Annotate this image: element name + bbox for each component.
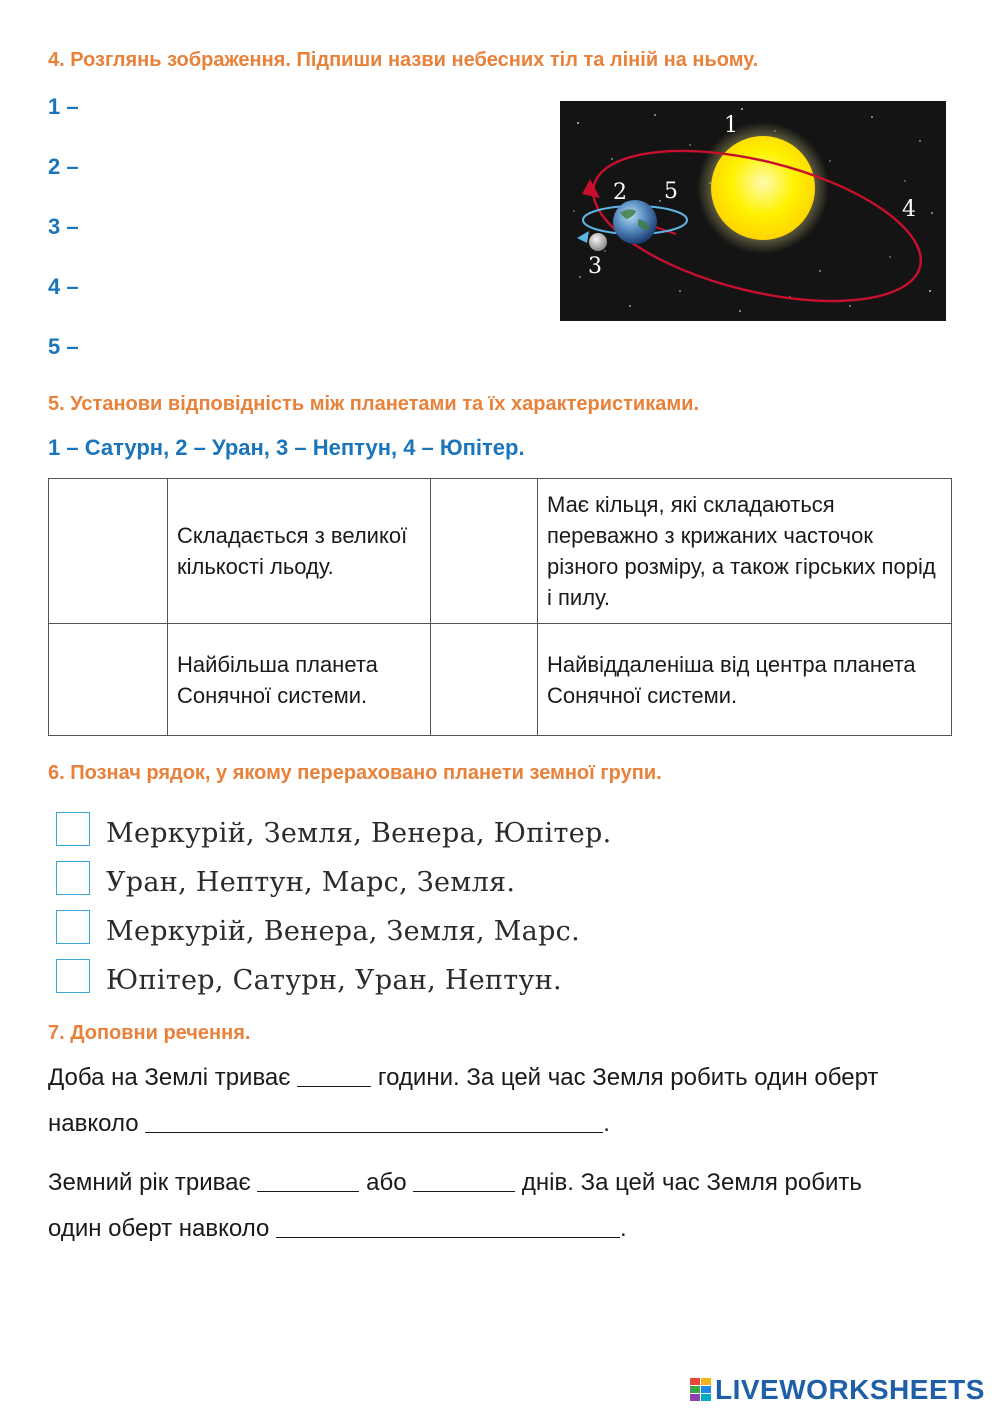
sentence-2-line-2 xyxy=(48,1215,627,1243)
answer-cell-input-3[interactable] xyxy=(49,666,171,694)
sentence-text: Доба на Землі триває xyxy=(48,1064,291,1091)
option-text-3: Меркурій, Венера, Земля, Марс. xyxy=(106,915,580,947)
characteristic-text-3: Найбільша планета Сонячної системи. xyxy=(177,651,378,708)
blank-axis-input[interactable] xyxy=(145,1115,603,1137)
answer-label-5: 5 – xyxy=(48,334,79,359)
sentence-text: або xyxy=(366,1169,407,1196)
answer-cell[interactable] xyxy=(431,479,538,624)
characteristic-cell xyxy=(168,479,431,624)
sentence-2-line-1 xyxy=(48,1169,862,1197)
blank-sun[interactable] xyxy=(276,1215,620,1238)
matching-table xyxy=(48,478,952,736)
characteristic-cell xyxy=(168,624,431,736)
liveworksheets-logo[interactable] xyxy=(690,1374,985,1406)
answer-cell-input-2[interactable] xyxy=(431,538,541,566)
characteristic-cell xyxy=(538,479,952,624)
answer-input-5[interactable] xyxy=(92,332,516,364)
blank-days-2[interactable] xyxy=(413,1169,515,1192)
option-text-4: Юпітер, Сатурн, Уран, Нептун. xyxy=(106,964,562,996)
logo-text: LIVEWORKSHEETS xyxy=(715,1374,985,1405)
figure-label-2: 2 xyxy=(613,180,627,205)
sentence-text: Земний рік триває xyxy=(48,1169,251,1196)
blank-days-1[interactable] xyxy=(257,1169,359,1192)
sentence-1-line-2 xyxy=(48,1110,610,1138)
task5-title: 5. Установи відповідність між планетами та їх характеристиками. xyxy=(48,393,699,415)
answer-cell[interactable] xyxy=(431,624,538,736)
table-row xyxy=(49,624,952,736)
option-row-4 xyxy=(56,960,562,1000)
figure-label-5: 5 xyxy=(664,179,678,204)
checkbox-2[interactable] xyxy=(56,861,90,895)
option-text-1: Меркурій, Земля, Венера, Юпітер. xyxy=(106,817,612,849)
figure-label-3: 3 xyxy=(588,254,602,279)
blank-days-1-input[interactable] xyxy=(257,1174,359,1196)
answer-cell[interactable] xyxy=(49,479,168,624)
answer-cell[interactable] xyxy=(49,624,168,736)
option-text-2: Уран, Нептун, Марс, Земля. xyxy=(106,866,516,898)
checkbox-4[interactable] xyxy=(56,959,90,993)
answer-input-4[interactable] xyxy=(92,272,516,304)
characteristic-text-1: Складається з великої кількості льоду. xyxy=(177,523,408,579)
sun xyxy=(711,136,815,240)
answer-cell-input-4[interactable] xyxy=(431,666,541,694)
answer-cell-input-1[interactable] xyxy=(49,538,171,566)
blank-hours-input[interactable] xyxy=(297,1069,371,1091)
sentence-1-line-1 xyxy=(48,1064,878,1092)
task6-title: 6. Познач рядок, у якому перераховано планети земної групи. xyxy=(48,762,662,784)
option-row-3 xyxy=(56,911,580,951)
sentence-text: навколо xyxy=(48,1110,139,1137)
sentence-text: днів. За цей час Земля робить xyxy=(521,1169,862,1196)
table-row xyxy=(49,479,952,624)
blank-sun-input[interactable] xyxy=(276,1220,620,1242)
sentence-text: один оберт навколо xyxy=(48,1215,270,1242)
option-row-2 xyxy=(56,862,515,902)
earth xyxy=(613,200,657,244)
blank-axis[interactable] xyxy=(145,1110,603,1133)
characteristic-cell xyxy=(538,624,952,736)
figure-label-4: 4 xyxy=(902,197,916,222)
sentence-period: . xyxy=(603,1110,610,1137)
answer-label-4: 4 – xyxy=(48,274,79,299)
sentence-text: години. За цей час Земля робить один оберт xyxy=(377,1064,879,1091)
task7-title: 7. Доповни речення. xyxy=(48,1022,251,1044)
figure-label-1: 1 xyxy=(724,113,738,138)
planet-legend: 1 – Сатурн, 2 – Уран, 3 – Нептун, 4 – Юпітер. xyxy=(48,435,525,460)
option-row-1 xyxy=(56,813,611,853)
moon xyxy=(589,233,607,251)
answer-input-2[interactable] xyxy=(92,152,516,184)
answer-input-1[interactable] xyxy=(92,92,516,124)
answer-label-3: 3 – xyxy=(48,214,79,239)
characteristic-text-2: Має кільця, які складаються переважно з крижаних часточок різного розміру, а також гірських порід і пилу. xyxy=(547,492,936,610)
answer-label-2: 2 – xyxy=(48,154,79,179)
checkbox-3[interactable] xyxy=(56,910,90,944)
checkbox-1[interactable] xyxy=(56,812,90,846)
answer-label-1: 1 – xyxy=(48,94,79,119)
task4-title: 4. Розглянь зображення. Підпиши назви небесних тіл та ліній на ньому. xyxy=(48,49,759,71)
blank-days-2-input[interactable] xyxy=(413,1174,515,1196)
characteristic-text-4: Найвіддаленіша від центра планета Сонячної системи. xyxy=(547,651,916,708)
sentence-period: . xyxy=(620,1215,627,1242)
answer-input-3[interactable] xyxy=(92,212,516,244)
solar-system-figure xyxy=(560,101,946,321)
logo-blocks-icon xyxy=(690,1378,712,1402)
blank-hours[interactable] xyxy=(297,1064,371,1087)
